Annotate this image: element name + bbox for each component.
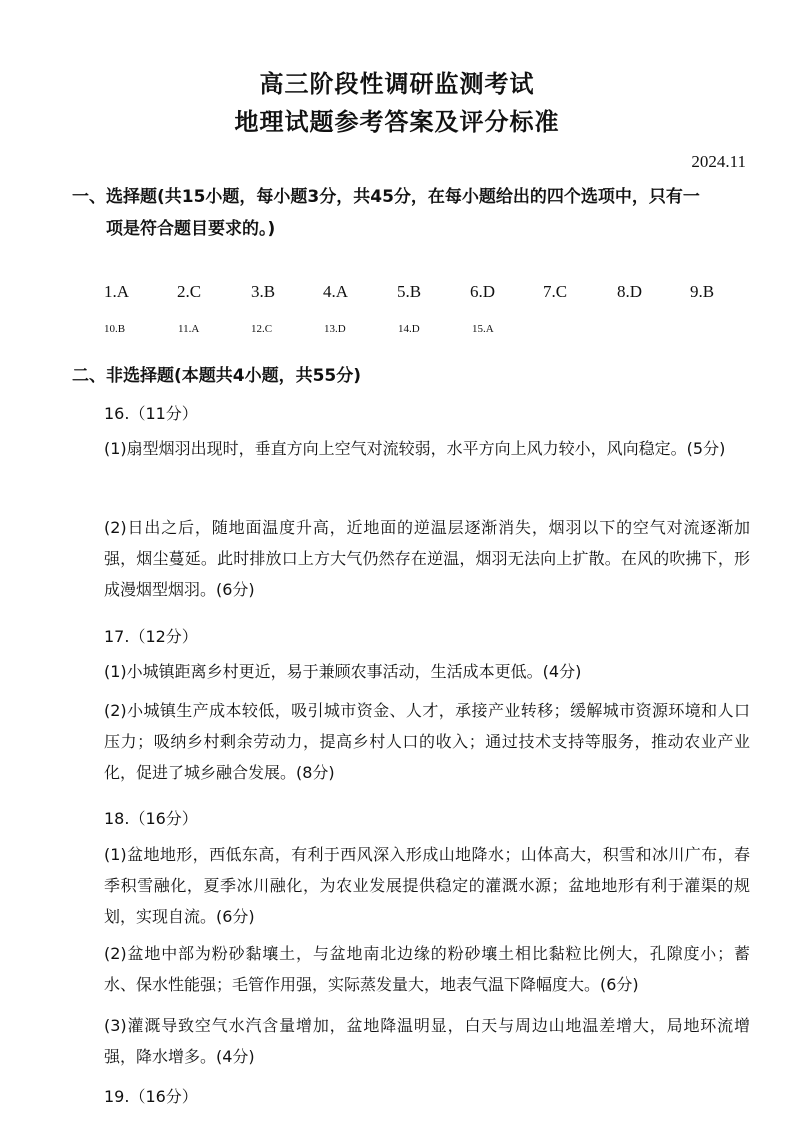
answer-item: 12.C (251, 323, 273, 335)
paragraph-text: (2)盆地中部为粉砂黏壤土，与盆地南北边缘的粉砂壤土相比黏粒比例大，孔隙度小；蓄水、保水性能强；毛管作用强，实际蒸发量大，地表气温下降幅度大。(6分) (104, 944, 750, 994)
answer-item: 4.A (323, 282, 349, 301)
question-17-label: 17.（12分） (104, 627, 198, 646)
answers-row-2 (104, 323, 604, 339)
question-16-label: 16.（11分） (104, 404, 198, 423)
question-17-part1 (72, 656, 750, 687)
answer-item: 1.A (104, 282, 130, 301)
answer-item: 3.B (251, 282, 276, 301)
answer-item: 14.D (398, 323, 420, 335)
exam-date: 2024.11 (691, 152, 746, 171)
question-18-label: 18.（16分） (104, 809, 198, 828)
paragraph-text: (1)盆地地形，西低东高，有利于西风深入形成山地降水；山体高大，积雪和冰川广布，春季积雪融化，夏季冰川融化，为农业发展提供稳定的灌溉水源；盆地地形有利于灌渠的规划，实现自流。(6分) (104, 845, 750, 926)
section1-heading-line2: 项是符合题目要求的。) (106, 219, 276, 239)
exam-subtitle: 地理试题参考答案及评分标准 (234, 108, 560, 136)
question-18-part2 (72, 938, 750, 1000)
answer-item: 15.A (472, 323, 494, 335)
paragraph-text: (1)小城镇距离乡村更近，易于兼顾农事活动，生活成本更低。(4分) (104, 662, 582, 681)
answer-item: 11.A (178, 323, 200, 335)
section1-heading (72, 181, 752, 245)
question-17-part2 (72, 695, 750, 788)
answer-item: 9.B (690, 282, 715, 301)
answer-item: 8.D (617, 282, 643, 301)
answer-item: 13.D (324, 323, 346, 335)
question-18-part1 (72, 839, 750, 932)
question-19-label: 19.（16分） (104, 1087, 198, 1106)
question-16-part2 (72, 512, 750, 605)
question-18-part3 (72, 1010, 750, 1072)
section1-heading-line1: 一、选择题(共15小题，每小题3分，共45分，在每小题给出的四个选项中，只有一 (72, 187, 700, 207)
paragraph-text: (2)日出之后，随地面温度升高，近地面的逆温层逐渐消失，烟羽以下的空气对流逐渐加强，烟尘蔓延。此时排放口上方大气仍然存在逆温，烟羽无法向上扩散。在风的吹拂下，形成漫烟型烟羽。(6分) (104, 518, 750, 599)
question-16-part1 (72, 433, 750, 464)
exam-title: 高三阶段性调研监测考试 (259, 70, 535, 98)
answer-item: 6.D (470, 282, 496, 301)
paragraph-text: (2)小城镇生产成本较低，吸引城市资金、人才，承接产业转移；缓解城市资源环境和人口压力；吸纳乡村剩余劳动力，提高乡村人口的收入；通过技术支持等服务，推动农业产业化，促进了城乡融合发展。(8分) (104, 701, 750, 782)
answers-row-1 (104, 282, 764, 304)
answer-item: 7.C (543, 282, 568, 301)
paragraph-text: (1)扇型烟羽出现时，垂直方向上空气对流较弱，水平方向上风力较小，风向稳定。(5分) (104, 439, 726, 458)
paragraph-text: (3)灌溉导致空气水汽含量增加，盆地降温明显，白天与周边山地温差增大，局地环流增强，降水增多。(4分) (104, 1016, 750, 1066)
section2-heading: 二、非选择题(本题共4小题，共55分) (72, 366, 362, 386)
answer-item: 5.B (397, 282, 422, 301)
answer-item: 2.C (177, 282, 202, 301)
answer-item: 10.B (104, 323, 126, 335)
